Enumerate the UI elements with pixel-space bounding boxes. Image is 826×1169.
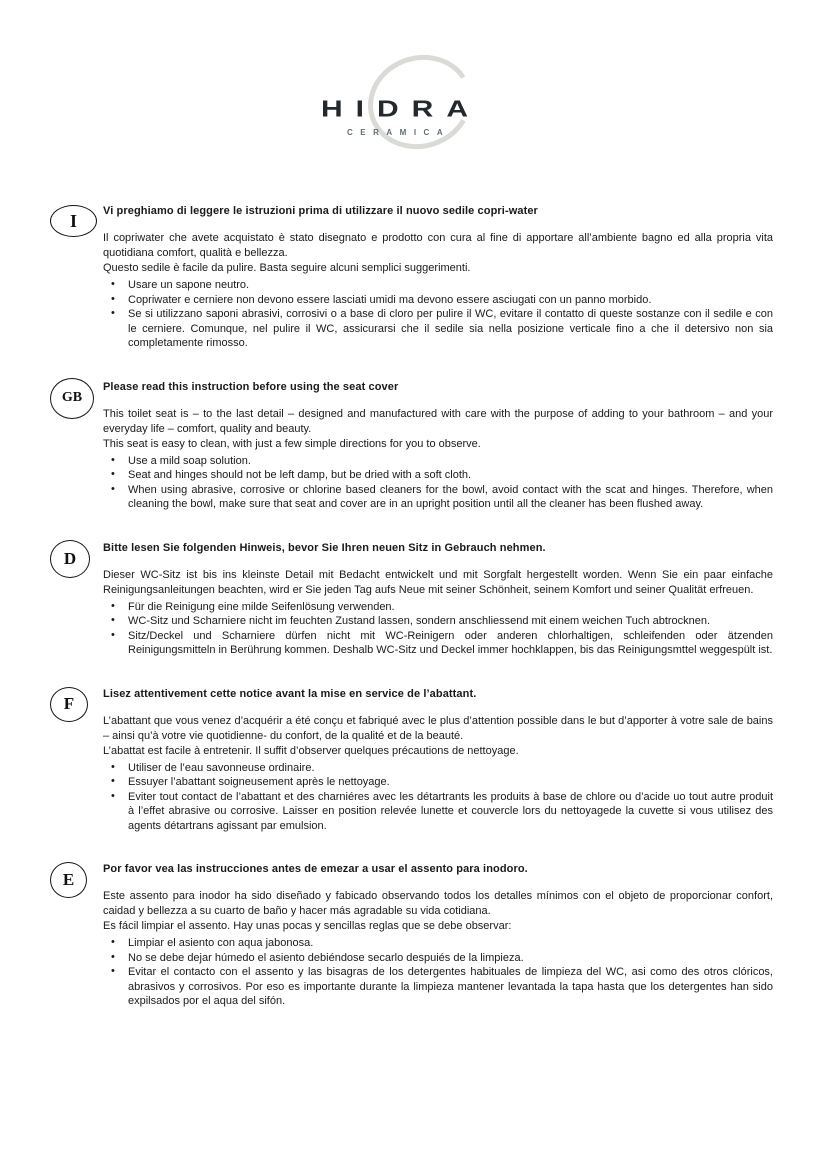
section-title: Lisez attentivement cette notice avant la mise en service de l’abattant. <box>103 687 477 700</box>
bullet-item: • Copriwater e cerniere non devono essere lasciati umidi ma devono essere asciugati con un panno morbido. <box>103 293 773 308</box>
section-paragraph: Il copriwater che avete acquistato è stato disegnato e prodotto con cura al fine di apportare all’ambiente bagno ed alla propria vita quotidiana comfort, qualità e bellezza. <box>103 232 773 259</box>
bullet-item: • Für die Reinigung eine milde Seifenlösung verwenden. <box>103 600 773 615</box>
section-content <box>103 687 773 834</box>
section-title: Please read this instruction before using the seat cover <box>103 380 399 393</box>
bullet-item: • Se si utilizzano saponi abrasivi, corrosivi o a base di cloro per pulire il WC, evitare il contatto di queste sostanze con il sedile e con le cerniere. Comunque, nel pulire il WC, assicurarsi che il sedile sia nella posizione verticale fino a che il detersivo non sia completamente rimosso. <box>103 307 773 351</box>
bullet-item: • Utiliser de l’eau savonneuse ordinaire. <box>103 761 773 776</box>
section-bullet-list <box>103 278 773 351</box>
language-section <box>50 687 773 834</box>
section-paragraph: This seat is easy to clean, with just a few simple directions for you to observe. <box>103 437 481 450</box>
section-paragraph: Es fácil limpiar el assento. Hay unas pocas y sencillas reglas que se debe observar: <box>103 920 512 932</box>
language-badge-letter: GB <box>61 390 83 405</box>
language-section <box>50 204 773 351</box>
section-title: Por favor vea las instrucciones antes de emezar a usar el assento para inodoro. <box>103 863 528 875</box>
section-paragraph: L’abattat est facile à entretenir. Il suffit d’observer quelques précautions de nettoyage. <box>103 744 519 757</box>
bullet-item: • Seat and hinges should not be left damp, but be dried with a soft cloth. <box>103 468 773 483</box>
section-paragraph: Questo sedile è facile da pulire. Basta seguire alcuni semplici suggerimenti. <box>103 262 471 274</box>
bullet-item: • Essuyer l’abattant soigneusement après le nettoyage. <box>103 775 773 790</box>
language-badge-gb <box>50 378 94 419</box>
section-paragraphs <box>103 231 773 276</box>
language-badge-f <box>50 687 88 722</box>
language-badge-letter: D <box>63 548 77 568</box>
language-sections <box>50 204 773 1038</box>
language-section <box>50 541 773 658</box>
language-badge-e <box>50 862 87 898</box>
section-paragraphs <box>103 714 773 759</box>
logo-subbrand-text: CERAMICA <box>347 128 451 137</box>
section-paragraphs <box>103 407 773 452</box>
section-content <box>103 204 773 351</box>
bullet-item: • Limpiar el asiento con aqua jabonosa. <box>103 936 773 951</box>
bullet-item: • WC-Sitz und Scharniere nicht im feuchten Zustand lassen, sondern anschliessend mit einem weichen Tuch abtrocknen. <box>103 614 773 629</box>
bullet-item: • When using abrasive, corrosive or chlorine based cleaners for the bowl, avoid contact with the scat and hinges. Therefore, when cleaning the bowl, make sure that seat and cover are in an upright position until all the cleaner has been flushed away. <box>103 483 773 512</box>
section-content <box>103 862 773 1009</box>
section-content <box>103 380 773 512</box>
language-section <box>50 862 773 1009</box>
section-bullet-list <box>103 761 773 834</box>
section-bullet-list <box>103 600 773 658</box>
bullet-item: • Evitar el contacto con el assento y las bisagras de los detergentes habituales de limpieza del WC, asi como des otros clóricos, abrasivos y corrosivos. Por eso es importante durante la limpieza mantener levantada la tapa hasta que los detergentes han sido expilsados por el aqua del sifón. <box>103 965 773 1009</box>
section-content <box>103 541 773 658</box>
bullet-item: • Sitz/Deckel und Scharniere dürfen nicht mit WC-Reinigern oder anderen chlorhaltigen, schleifenden oder ätzenden Reinigungsmitteln in Berührung kommen. Deshalb WC-Sitz und Deckel immer hochklappen, bis das Reinigungsmttel weggespült ist. <box>103 629 773 658</box>
badge-column <box>50 687 103 834</box>
badge-column <box>50 380 103 512</box>
bullet-item: • Usare un sapone neutro. <box>103 278 773 293</box>
badge-column <box>50 204 103 351</box>
bullet-item: • Eviter tout contact de l’abattant et des charniéres avec les détartrants les produits à base de chlore ou d’acide uo tout autre produit à l’effet abrasive ou corrosive. Laisser en position relevée lunette et couvercle lors du nettoyagede la cuvette si vous utilisez des agents détartrans agissant par emulsion. <box>103 790 773 834</box>
section-paragraph: L’abattant que vous venez d’acquérir a été conçu et fabriqué avec le plus d’attention possible dans le but d’apporter à votre sale de bains – ainsi qu’à votre vie quotidienne- du confort, de la qualité et de la beauté. <box>103 714 773 742</box>
bullet-item: • No se debe dejar húmedo el asiento debiéndose secarlo despuiés de la limpieza. <box>103 951 773 966</box>
logo-brand-text: HIDRA <box>321 96 481 122</box>
section-title: Bitte lesen Sie folgenden Hinweis, bevor Sie Ihren neuen Sitz in Gebrauch nehmen. <box>103 541 546 554</box>
language-badge-letter: E <box>62 870 75 889</box>
section-paragraph: Dieser WC-Sitz ist bis ins kleinste Detail mit Bedacht entwickelt und mit Sorgfalt hergestellt worden. Wenn Sie ein paar einfache Reinigungsanleitungen beachten, wird er Sie jeden Tag aufs Neue mit seiner Schönheit, seinem Komfort und seiner Qualität erfreuen. <box>103 568 773 596</box>
badge-column <box>50 862 103 1009</box>
section-paragraphs <box>103 568 773 598</box>
language-badge-i <box>50 205 97 237</box>
language-badge-letter: F <box>63 694 75 713</box>
section-bullet-list <box>103 936 773 1009</box>
bullet-item: • Use a mild soap solution. <box>103 454 773 469</box>
badge-column <box>50 541 103 658</box>
language-section <box>50 380 773 512</box>
section-paragraph: This toilet seat is – to the last detail – designed and manufactured with care with the purpose of adding to your bathroom – and your everyday life – comfort, quality and beauty. <box>103 407 773 435</box>
hidra-logo <box>0 0 826 170</box>
language-badge-d <box>50 540 90 578</box>
section-paragraphs <box>103 889 773 934</box>
section-title: Vi preghiamo di leggere le istruzioni prima di utilizzare il nuovo sedile copri-water <box>103 205 538 217</box>
section-paragraph: Este assento para inodor ha sido diseñado y fabicado observando todos los detalles mínimos con el objeto de proporcionar confort, caidad y bellezza a su cuarto de baño y hacer más agradable su vida cotidiana. <box>103 890 773 917</box>
language-badge-letter: I <box>69 210 77 231</box>
section-bullet-list <box>103 454 773 512</box>
